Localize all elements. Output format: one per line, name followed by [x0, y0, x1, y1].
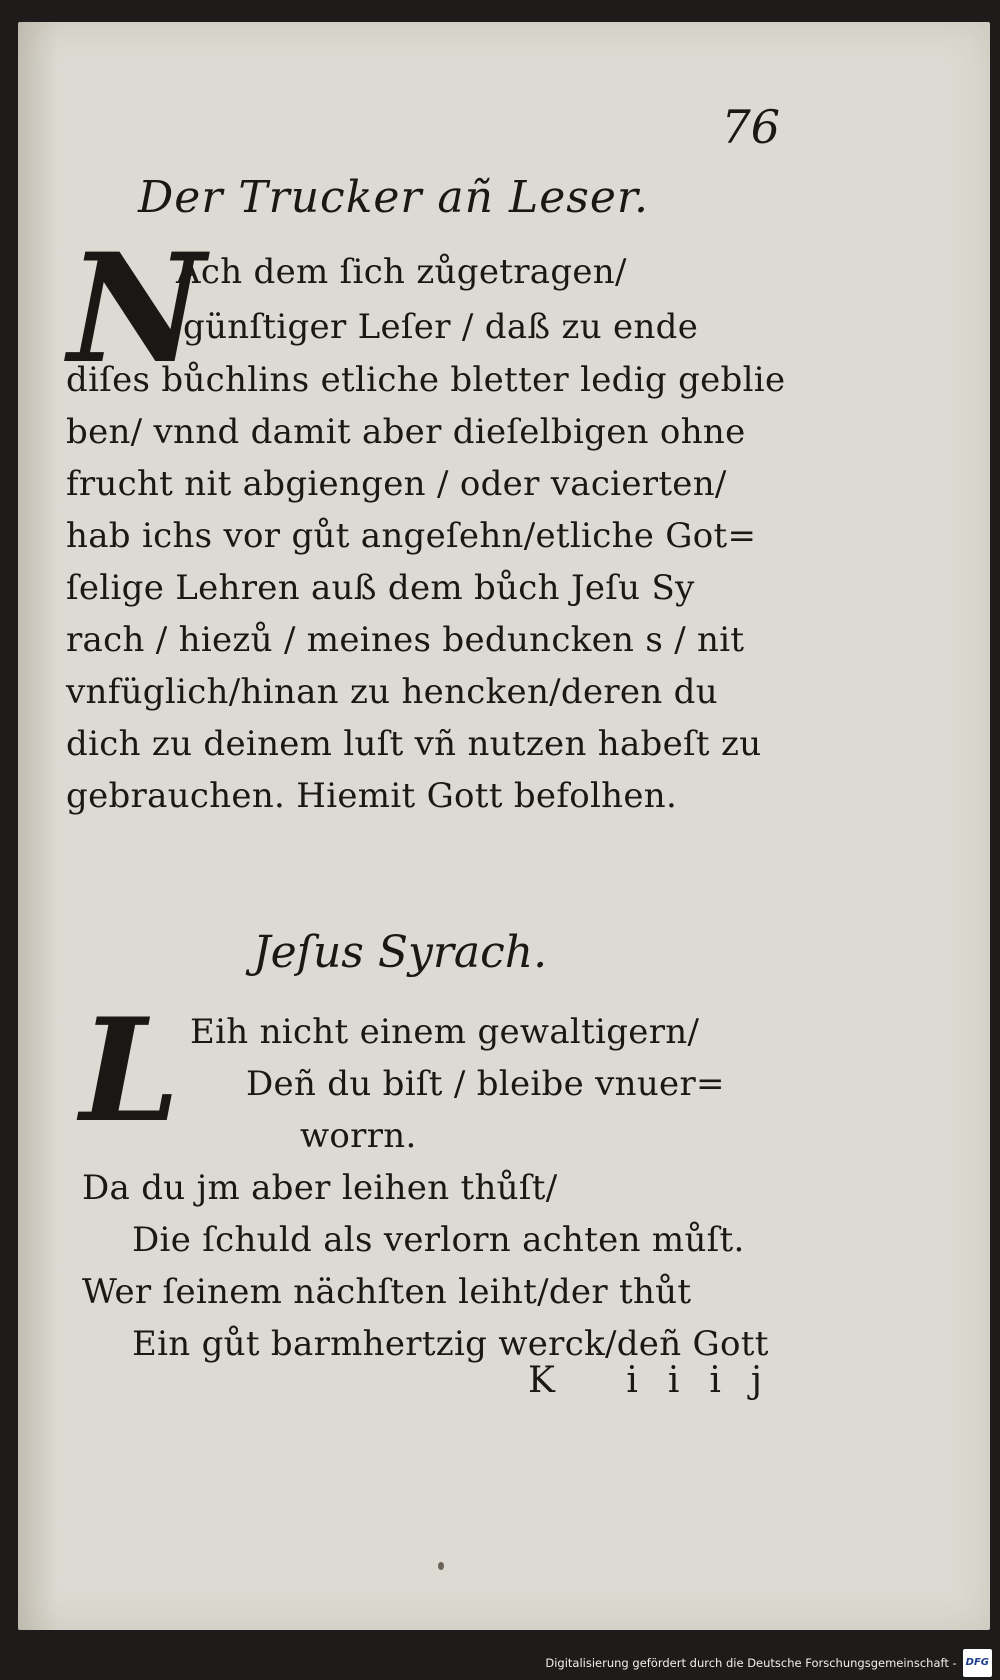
verse-line: Deñ du biſt / bleibe vnuer= — [246, 1064, 725, 1104]
drop-capital-l: L — [80, 988, 180, 1154]
text-line: hab ichs vor gůt angeſehn/etliche Got= — [66, 516, 757, 556]
text-line: dich zu deinem luſt vñ nutzen habeſt zu — [66, 724, 762, 764]
footer-text: Digitalisierung gefördert durch die Deutsche Forschungsgemeinschaft - — [545, 1656, 957, 1670]
text-line: günſtiger Leſer / daß zu ende — [183, 307, 699, 347]
verse-line: Da du jm aber leihen thůſt/ — [82, 1168, 558, 1208]
text-line: ben/ vnnd damit aber dieſelbigen ohne — [66, 412, 746, 452]
signature-mark: K iiij — [528, 1360, 793, 1401]
section-heading-trucker: Der Trucker añ Leser. — [138, 172, 650, 223]
verse-line: Eih nicht einem gewaltigern/ — [190, 1012, 700, 1052]
text-line: frucht nit abgiengen / oder vacierten/ — [66, 464, 727, 504]
paper-speck — [438, 1562, 444, 1570]
folio-number: 76 — [721, 100, 780, 154]
verse-line: worrn. — [300, 1116, 417, 1156]
text-line: rach / hiezů / meines beduncken s / nit — [66, 620, 745, 660]
text-line: Ach dem ſich zůgetragen/ — [176, 252, 627, 292]
text-line: gebrauchen. Hiemit Gott befolhen. — [66, 776, 678, 816]
text-line: ſelige Lehren auß dem bůch Jeſu Sy — [66, 568, 695, 608]
dfg-logo-icon: DFG — [963, 1649, 992, 1677]
text-line: diſes bůchlins etliche bletter ledig geblie — [66, 360, 786, 400]
section-heading-jesus-syrach: Jeſus Syrach. — [253, 927, 548, 978]
text-line: vnfüglich/hinan zu hencken/deren du — [66, 672, 718, 712]
book-page — [18, 22, 990, 1630]
verse-line: Wer ſeinem nächſten leiht/der thůt — [82, 1272, 692, 1312]
verse-line: Ein gůt barmhertzig werck/deñ Gott — [132, 1324, 769, 1364]
verse-line: Die ſchuld als verlorn achten můſt. — [132, 1220, 745, 1260]
drop-capital-n: N — [68, 221, 206, 397]
footer-credit — [545, 1650, 992, 1676]
